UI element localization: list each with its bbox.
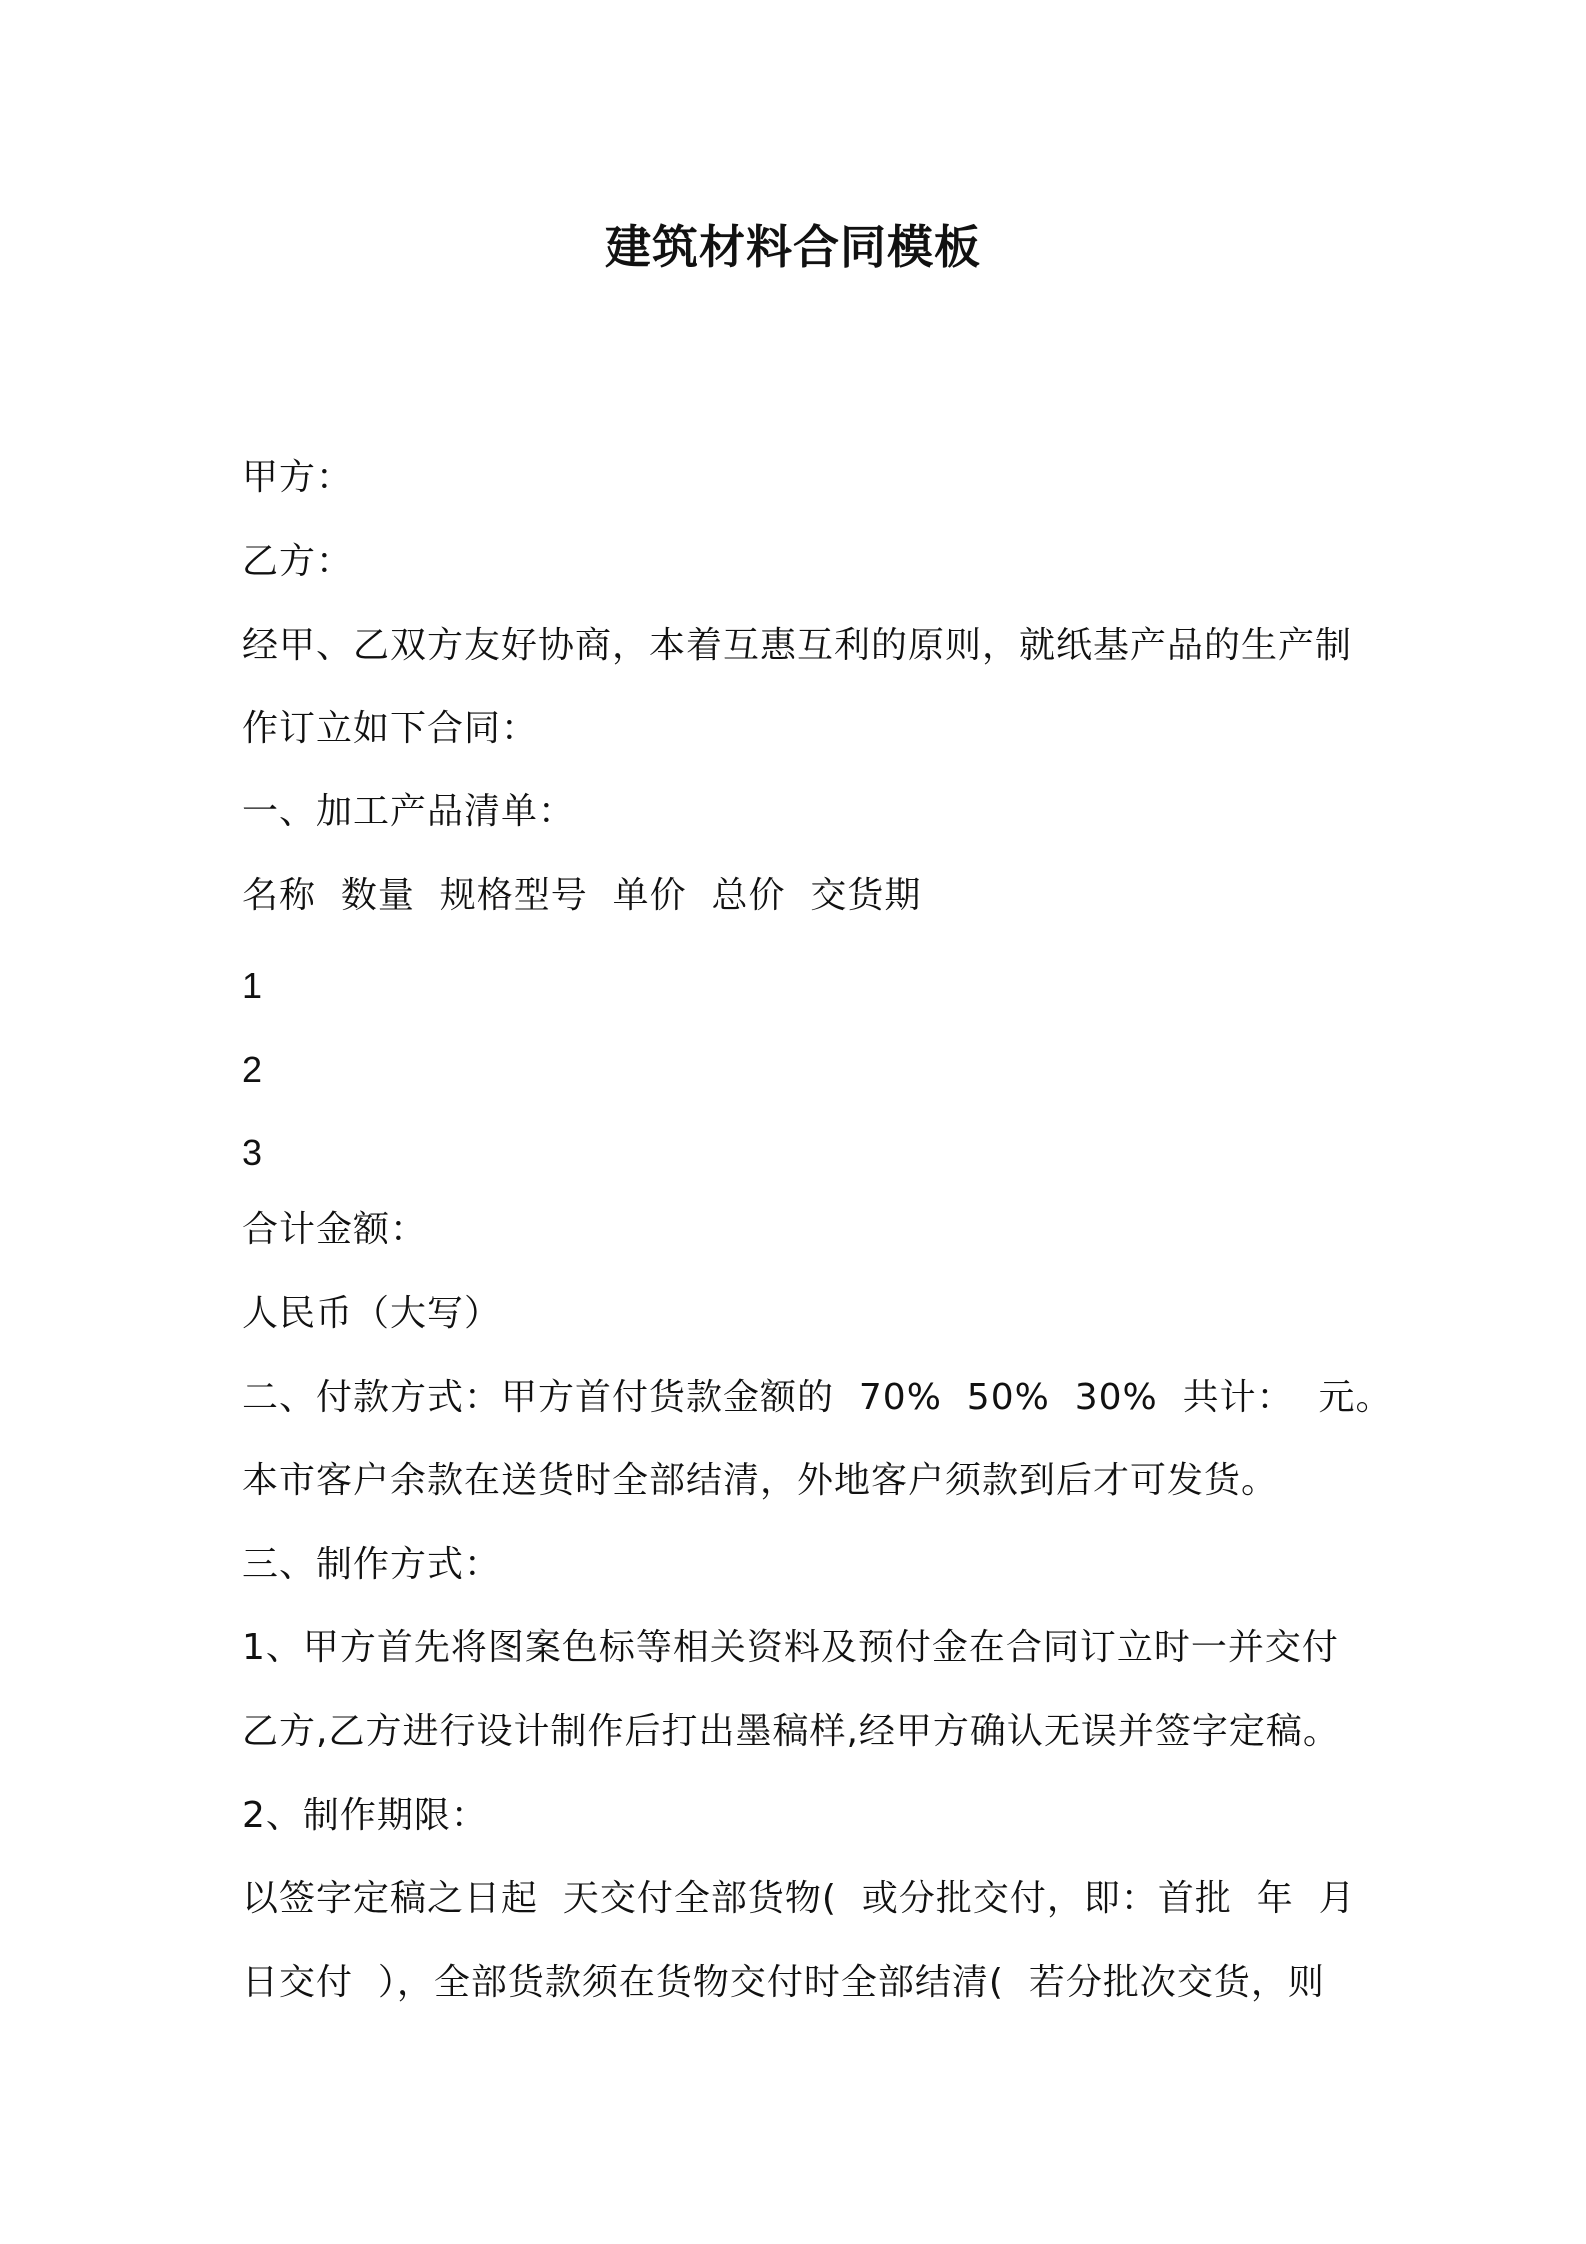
document-title: 建筑材料合同模板: [605, 220, 981, 274]
section-3-heading: 三、制作方式：: [242, 1544, 502, 1585]
product-table-header: 名称 数量 规格型号 单价 总价 交货期: [242, 875, 922, 916]
item-2-line-1: 以签字定稿之日起 天交付全部货物( 或分批交付，即：首批 年 月: [242, 1878, 1356, 1919]
item-1-line-2: 乙方,乙方进行设计制作后打出墨稿样,经甲方确认无误并签字定稿。: [242, 1711, 1340, 1752]
party-a-label: 甲方：: [242, 457, 354, 498]
section-2-payment-line-2: 本市客户余款在送货时全部结清，外地客户须款到后才可发货。: [242, 1460, 1279, 1501]
intro-line-1: 经甲、乙双方友好协商，本着互惠互利的原则，就纸基产品的生产制: [242, 625, 1353, 666]
section-2-payment-line-1: 二、付款方式：甲方首付货款金额的 70% 50% 30% 共计： 元。: [242, 1377, 1393, 1418]
rmb-uppercase-label: 人民币（大写）: [242, 1293, 502, 1334]
item-1-line-1: 1、甲方首先将图案色标等相关资料及预付金在合同订立时一并交付: [242, 1627, 1339, 1668]
total-amount-label: 合计金额：: [242, 1209, 428, 1250]
item-2-line-2: 日交付 ），全部货款须在货物交付时全部结清( 若分批次交货，则: [242, 1962, 1325, 2003]
intro-line-2: 作订立如下合同：: [242, 708, 539, 749]
table-row-3: 3: [242, 1132, 264, 1173]
section-1-heading: 一、加工产品清单：: [242, 791, 576, 832]
table-row-2: 2: [242, 1049, 264, 1090]
table-row-1: 1: [242, 965, 264, 1006]
item-2-heading: 2、制作期限：: [242, 1795, 488, 1836]
party-b-label: 乙方：: [242, 541, 354, 582]
